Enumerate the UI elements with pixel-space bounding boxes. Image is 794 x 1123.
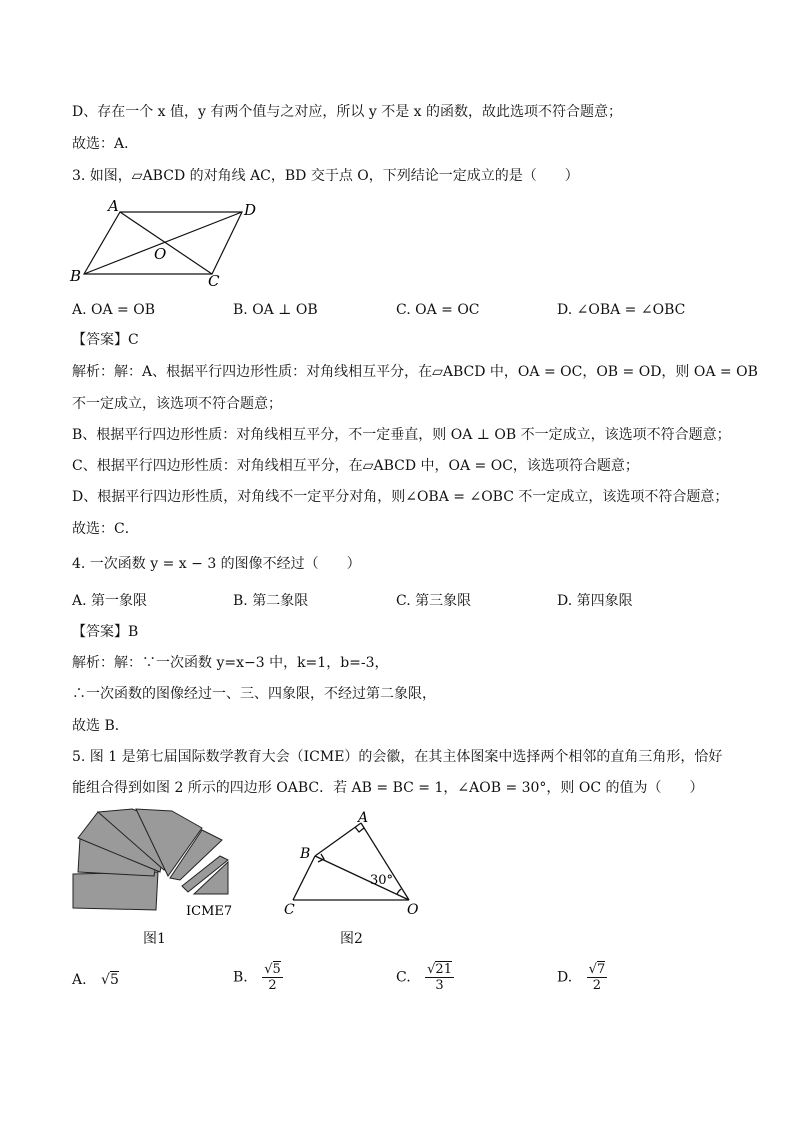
option-letter: D.: [557, 969, 573, 986]
sqrt-sign: √5: [101, 972, 119, 988]
option-letter: C.: [396, 969, 411, 986]
denominator: 3: [435, 978, 444, 993]
q3-option-b: B. OA ⊥ OB: [233, 302, 318, 318]
fraction: [262, 962, 283, 993]
icme-logo-figure: [70, 806, 236, 918]
numerator: √5: [264, 962, 281, 977]
q4-answer: 【答案】B: [72, 624, 139, 640]
icme7-text: ICME7: [186, 904, 233, 918]
label-o: O: [154, 245, 167, 263]
label-d: D: [244, 201, 257, 219]
angle-label: 30°: [370, 873, 394, 888]
denominator: 2: [592, 978, 602, 993]
question-3: 3. 如图，▱ABCD 的对角线 AC，BD 交于点 O，下列结论一定成立的是（ ）: [72, 168, 579, 184]
q4-explanation: 解析：解：∵一次函数 y=x−3 中，k=1，b=-3，: [72, 655, 389, 671]
figure-1-caption: 图1: [143, 931, 166, 947]
question-5: 能组合得到如图 2 所示的四边形 OABC．若 AB = BC = 1，∠AOB = 30°，则 OC 的值为（ ）: [72, 780, 704, 796]
q5-option-c: [396, 962, 454, 993]
q3-explanation: B、根据平行四边形性质：对角线相互平分，不一定垂直，则 OA ⊥ OB 不一定成立，该选项不符合题意；: [72, 427, 731, 443]
radicand: 5: [109, 972, 119, 988]
q4-explanation: ∴一次函数的图像经过一、三、四象限，不经过第二象限，: [72, 686, 436, 702]
figure-2-caption: 图2: [340, 931, 363, 947]
text-line: 故选：A．: [72, 136, 139, 152]
radicand: 21: [435, 962, 452, 977]
parallelogram-figure: [66, 196, 276, 290]
q3-answer: 【答案】C: [72, 332, 139, 348]
q3-option-d: D. ∠OBA = ∠OBC: [557, 302, 686, 318]
q3-option-a: A. OA = OB: [72, 302, 155, 318]
q4-option-d: D. 第四象限: [557, 593, 633, 609]
numerator: √21: [427, 962, 452, 977]
q5-option-d: [557, 962, 607, 993]
q3-explanation: 解析：解：A、根据平行四边形性质：对角线相互平分，在▱ABCD 中，OA = OC，OB = OD，则 OA = OB: [72, 364, 758, 380]
q3-explanation: C、根据平行四边形性质：对角线相互平分，在▱ABCD 中，OA = OC，该选项符合题意；: [72, 458, 639, 474]
option-letter: B.: [233, 969, 248, 986]
label-o: O: [407, 902, 419, 918]
label-c: C: [284, 902, 295, 918]
fraction: [425, 962, 454, 993]
q3-explanation: D、根据平行四边形性质，对角线不一定平分对角，则∠OBA = ∠OBC 不一定成立，该选项不符合题意；: [72, 489, 729, 505]
q3-explanation: 不一定成立，该选项不符合题意；: [72, 396, 282, 412]
q3-explanation: 故选：C．: [72, 521, 139, 537]
option-letter: A.: [72, 972, 87, 988]
denominator: 2: [268, 978, 277, 993]
question-4: 4. 一次函数 y = x − 3 的图像不经过（ ）: [72, 556, 361, 572]
radicand: 7: [596, 962, 606, 977]
label-b: B: [70, 267, 82, 285]
fraction: [587, 962, 608, 993]
q3-option-c: C. OA = OC: [396, 302, 480, 318]
label-a: A: [108, 197, 119, 215]
q4-option-a: A. 第一象限: [72, 593, 148, 609]
text-line: D、存在一个 x 值，y 有两个值与之对应，所以 y 不是 x 的函数，故此选项不符合题意；: [72, 104, 622, 120]
label-a: A: [358, 810, 369, 826]
label-b: B: [300, 846, 311, 862]
q5-option-a: [72, 970, 119, 990]
q4-explanation: 故选 B．: [72, 718, 129, 734]
numerator: √7: [588, 962, 606, 977]
q4-option-b: B. 第二象限: [233, 593, 309, 609]
question-5: 5. 图 1 是第七届国际数学教育大会（ICME）的会徽，在其主体图案中选择两个相邻的直角三角形，恰好: [72, 749, 723, 765]
radicand: 5: [272, 962, 281, 977]
label-c: C: [208, 272, 220, 290]
q5-option-b: [233, 962, 283, 993]
quadrilateral-figure: [280, 810, 430, 922]
q4-option-c: C. 第三象限: [396, 593, 472, 609]
